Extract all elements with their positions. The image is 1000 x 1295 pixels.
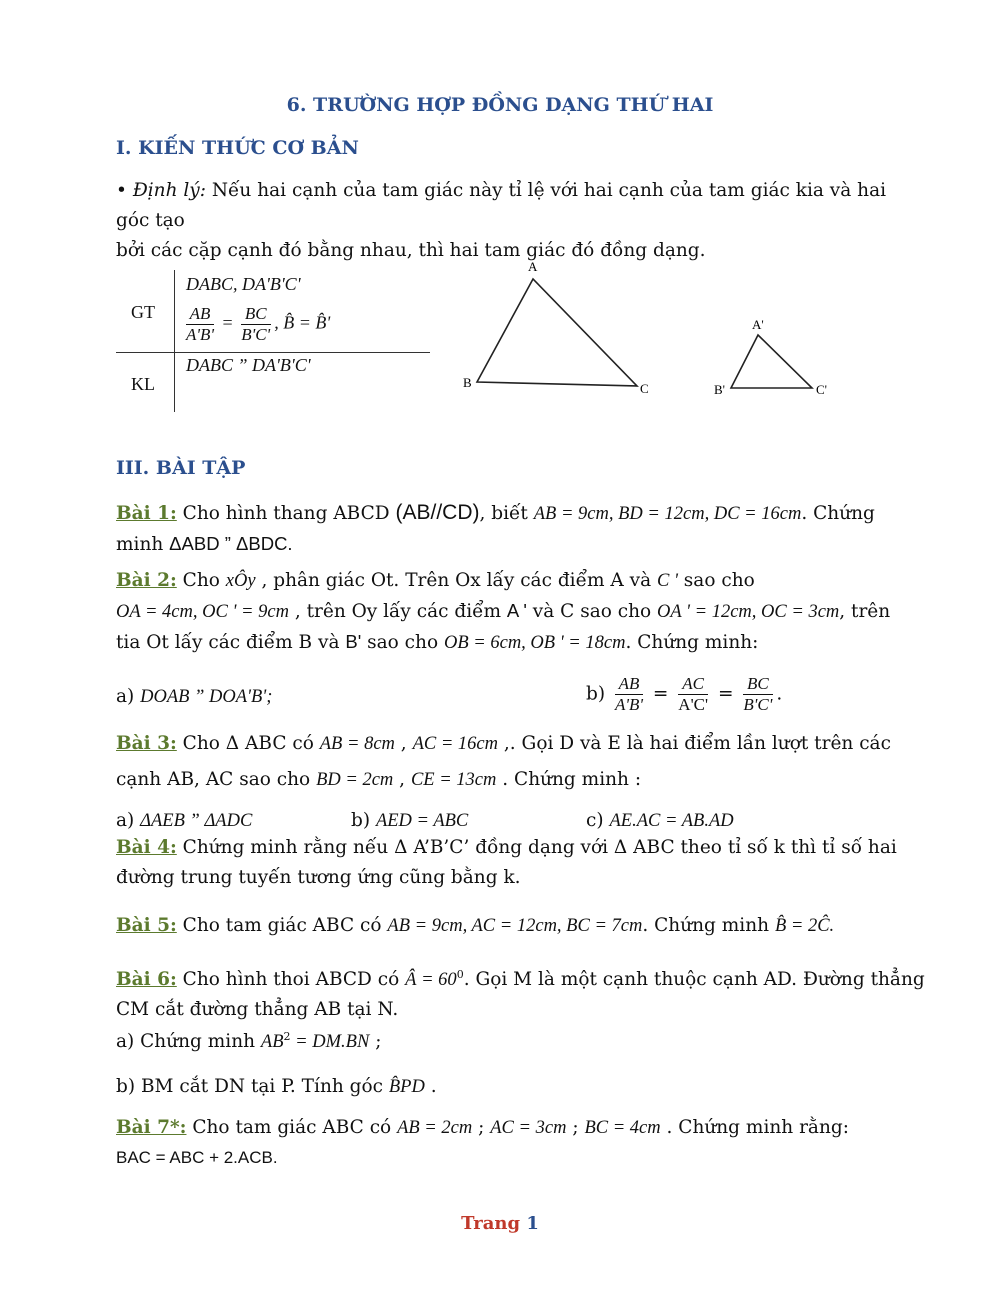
text: OB = 6cm, OB ' = 18cm [443,633,626,653]
text: a) [116,810,141,831]
text: = DM.BN [290,1032,370,1053]
exercise-7-label: Bài 7*: [116,1117,187,1138]
text: b) [586,683,611,705]
text: . Chứng minh : [496,769,642,790]
exercise-2 [116,566,916,658]
text: . Chứng [801,503,875,524]
label-A-prime: A' [752,317,764,332]
text: Cho [176,570,226,591]
exercise-7 [116,1113,916,1173]
bullet-icon: • [116,180,127,201]
gt-line-1: DABC, DA'B'C' [186,274,301,294]
text: OA ' = 12cm, OC = 3cm [657,602,840,622]
exercise-4 [116,833,901,893]
label-C: C [640,381,649,396]
text: tia Ot lấy các điểm B và [116,632,346,653]
text: a) [116,686,141,707]
text: . Chứng minh: [625,632,759,653]
exercise-2-label: Bài 2: [116,570,177,591]
text: B'C' [743,695,773,714]
text: sao cho [361,632,444,653]
text: BC [743,674,773,695]
page-footer [0,1213,1000,1234]
section-heading-kien-thuc: I. KIẾN THỨC CƠ BẢN [116,137,359,159]
text: . Gọi M là một cạnh thuộc cạnh AD. Đường thẳng [463,969,925,991]
theorem-line-1: Nếu hai cạnh của tam giác này tỉ lệ với hai cạnh của tam giác kia và hai góc tạo [116,180,887,231]
text: AB = 9cm, AC = 12cm, BC = 7cm [387,916,643,936]
exercise-2-part-a [116,686,272,708]
exercise-1 [116,498,901,560]
text: ΔAEB ” ΔADC [140,811,253,831]
page-number: 1 [526,1213,539,1234]
text: AC = 3cm [490,1118,567,1138]
exercise-3 [116,726,916,798]
theorem-line-2: bởi các cặp cạnh đó bằng nhau, thì hai tam giác đó đồng dạng. [116,240,706,261]
text: , trên Oy lấy các điểm [288,601,507,622]
exercise-1-claim: ΔABD ” ΔBDC. [169,533,293,554]
text: 0 [456,968,464,981]
label-B-prime: B' [714,382,726,397]
text: , trên [839,601,891,622]
exercise-3-part-c [586,810,734,832]
gt-kl-table [116,270,432,415]
text: 2 [283,1030,291,1043]
text: OA = 4cm, OC ' = 9cm [116,602,289,622]
text: A'B' [614,695,643,714]
exercise-6-part-a [116,1030,381,1053]
text: Δ ABC có [225,733,320,754]
text: a) Chứng minh [116,1031,261,1053]
exercise-3-part-a [116,810,252,832]
text: AED = ABC [375,811,469,831]
text: B̂ = 2Ĉ. [774,916,835,936]
angle-xoy: xÔy [225,571,256,591]
text: A ' [506,600,527,621]
text: , biết [479,503,534,524]
text: . Chứng minh rằng: [660,1117,849,1138]
text: B̂PD [388,1077,425,1097]
theorem-label: Định lý: [132,180,206,201]
text: AB = 8cm [319,734,395,754]
text: Â = 60 [405,970,457,991]
text: b) [351,810,376,831]
text: Chứng minh rằng nếu Δ A’B’C’ đồng dạng với Δ ABC theo tỉ số k thì tỉ số hai [176,837,897,858]
text: c) [586,810,610,831]
table-horizontal-divider [116,352,430,353]
text: ; [566,1117,585,1138]
text: Cho hình thoi ABCD có [176,969,406,991]
text: cạnh AB, AC sao cho [116,769,317,790]
text: Cho hình thang ABCD [176,503,396,524]
text: CE = 13cm [410,770,497,790]
label-B: B [463,375,472,390]
gt-line-2 [182,304,330,345]
exercise-3-part-b [351,810,468,832]
text: . [272,1148,278,1167]
theorem-paragraph [116,176,901,266]
text: CM cắt đường thẳng AB tại N. [116,999,399,1021]
text: ; [369,1031,382,1053]
section-heading-bai-tap: III. BÀI TẬP [116,457,246,479]
text: AC = 16cm [412,734,499,754]
equals-sign: = [222,312,233,333]
text: BD = 2cm [316,770,394,790]
label-A: A [528,259,538,274]
frac2-denominator: B'C' [241,325,271,344]
footer-label: Trang [461,1213,527,1234]
text: ; [472,1117,491,1138]
exercise-6 [116,960,925,1025]
text: , [393,769,411,790]
exercise-3-label: Bài 3: [116,733,177,754]
text: C ' [657,571,678,591]
text: . [776,683,783,705]
text: Cho [176,733,226,754]
text: Cho tam giác ABC có [186,1117,398,1138]
parallel-condition: (AB//CD) [395,501,480,524]
exercise-4-label: Bài 4: [116,837,177,858]
text: Cho tam giác ABC có [176,915,388,936]
exercise-5 [116,911,901,941]
text: b) BM cắt DN tại P. Tính góc [116,1076,389,1097]
triangle-abc [477,279,637,386]
frac2-numerator: BC [241,304,271,325]
exercise-6-label: Bài 6: [116,969,177,991]
angle-condition: , B̂ = B̂' [274,312,331,333]
text: ,. Gọi D và E là hai điểm lần lượt trên các [498,733,891,754]
text: B' [345,631,362,652]
text: và C sao cho [526,601,658,622]
triangles-figure [455,255,845,405]
text: AC [678,674,708,695]
text: đường trung tuyến tương ứng cũng bằng k. [116,867,521,888]
text: DOAB ” DOA'B'; [140,687,273,707]
table-vertical-divider [174,270,175,412]
kl-line: DABC ” DA'B'C' [186,355,311,375]
frac1-denominator: A'B' [186,325,215,344]
exercise-1-label: Bài 1: [116,503,177,524]
exercise-2-part-b: b) $\frac{AB}{A'B'}$ = $\frac{AC}{A'C'}$ = $\frac{BC}{B'C'}$ . [586,674,783,714]
text: AB = 2cm [397,1118,473,1138]
triangle-a-prime-b-prime-c-prime [731,335,812,388]
text: AE.AC = AB.AD [609,811,734,831]
exercise-6-part-b [116,1076,437,1098]
page-title: 6. TRƯỜNG HỢP ĐỒNG DẠNG THỨ HAI [286,94,714,116]
text: BC = 4cm [584,1118,661,1138]
text: . [424,1076,437,1097]
text: AB [260,1032,284,1053]
frac1-numerator: AB [186,304,215,325]
text: minh [116,534,170,555]
text: . Chứng minh [642,915,775,936]
text: A'C' [678,695,709,714]
text: sao cho [677,570,755,591]
text: , [394,733,413,754]
label-C-prime: C' [816,382,828,397]
text: AB [615,674,644,695]
text: , phân giác Ot. Trên Ox lấy các điểm A và [255,570,657,591]
kl-label: KL [131,374,155,394]
exercise-1-given: AB = 9cm, BD = 12cm, DC = 16cm [533,504,802,524]
exercise-5-label: Bài 5: [116,915,177,936]
text: BAC = ABC + 2.ACB [116,1148,273,1167]
gt-label: GT [131,302,155,322]
